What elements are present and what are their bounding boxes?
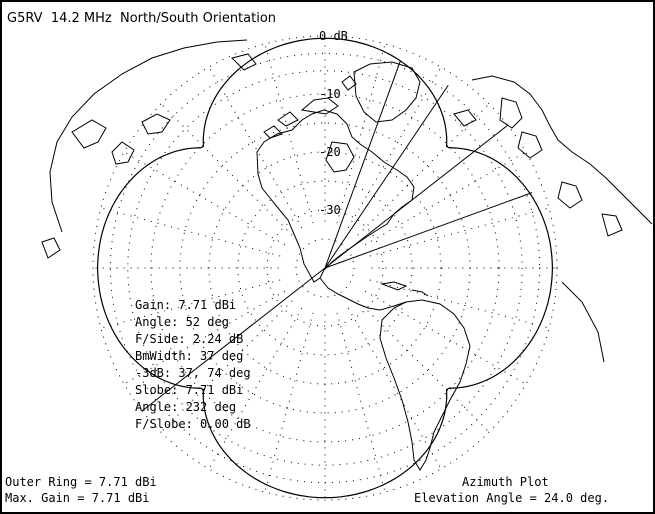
grid-spoke-195 [265,313,313,492]
world-map-outline [42,40,652,470]
stat-line: Angle: 232 deg [135,400,237,414]
stat-line: Angle: 52 deg [135,315,229,329]
grid-spoke-285 [101,208,280,256]
beam-edge-line-0 [325,85,448,268]
grid-spoke-150 [348,308,441,469]
chart-title: G5RV 14.2 MHz North/South Orientation [7,11,277,26]
plot-name: Azimuth Plot [462,475,549,489]
grid-spoke-315 [161,104,292,235]
stat-line: -3dB: 37, 74 deg [135,366,251,380]
grid-spoke-60 [365,152,526,245]
ring-label-1: -10 [319,87,341,101]
grid-spoke-15 [337,44,385,223]
stat-line: F/Slobe: 0.00 dB [135,417,251,431]
beam-edge-line-1 [325,193,532,268]
max-gain-label: Max. Gain = 7.71 dBi [5,491,150,505]
ring-label-3: -30 [319,203,341,217]
grid-spoke-135 [358,301,489,432]
stat-line: Slobe: 7.71 dBi [135,383,244,397]
elevation-label: Elevation Angle = 24.0 deg. [414,491,610,505]
grid-spoke-75 [370,208,549,256]
grid-spoke-120 [365,291,526,384]
stat-line: Gain: 7.71 dBi [135,298,237,312]
grid-spoke-165 [337,313,385,492]
grid-spoke-30 [348,67,441,228]
ring-label-0: 0 dB [319,29,348,43]
stat-line: F/Side: 2.24 dB [135,332,244,346]
ring-label-2: -20 [319,145,341,159]
stat-line: BmWidth: 37 deg [135,349,244,363]
azimuth-plot [2,2,653,512]
outer-ring-label: Outer Ring = 7.71 dBi [5,475,157,489]
grid-spoke-345 [265,44,313,223]
beam-line-main [325,125,508,268]
grid-spoke-330 [209,67,302,228]
ring-labels [319,29,348,217]
grid-spoke-300 [124,152,285,245]
